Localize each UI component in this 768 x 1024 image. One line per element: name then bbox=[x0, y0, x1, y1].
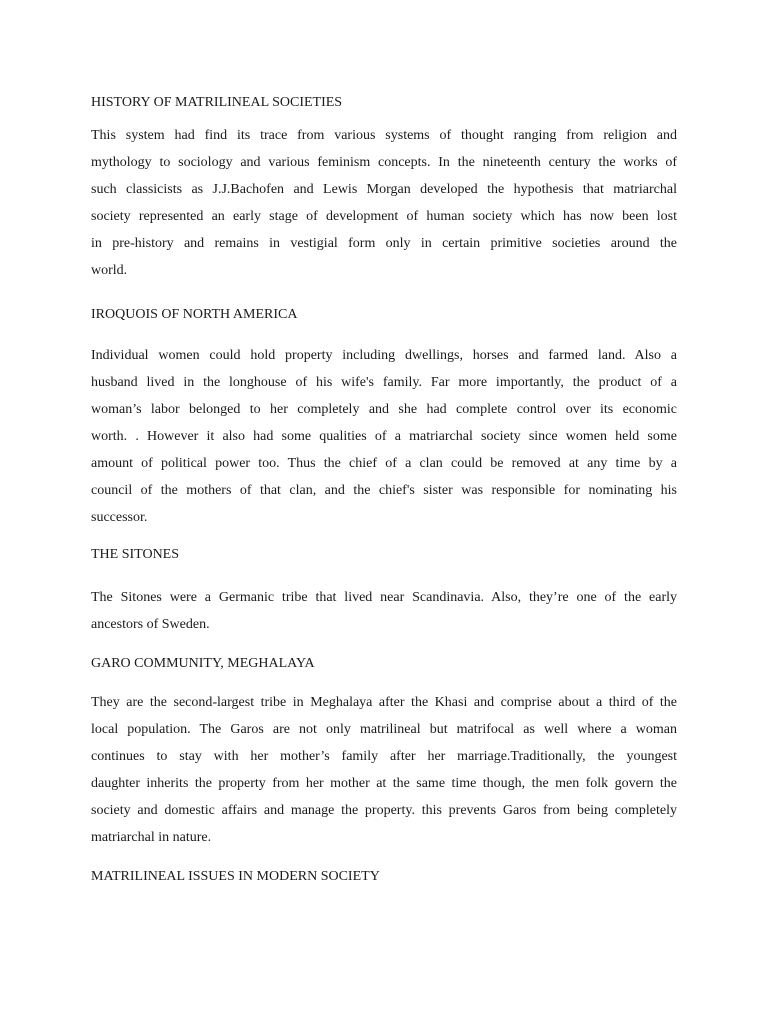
paragraph-sitones bbox=[91, 584, 677, 638]
text-line: The Sitones were a Germanic tribe that lived near Scandinavia. Also, they’re one of the early bbox=[91, 590, 677, 605]
heading-sitones: THE SITONES bbox=[91, 547, 180, 562]
heading-modern-issues: MATRILINEAL ISSUES IN MODERN SOCIETY bbox=[91, 869, 380, 884]
text-line: ancestors of Sweden. bbox=[91, 617, 210, 632]
text-line: local population. The Garos are not only matrilineal but matrifocal as well where a woman bbox=[91, 722, 677, 737]
text-line: continues to stay with her mother’s family after her marriage.Traditionally, the youngest bbox=[91, 749, 677, 764]
heading-iroquois: IROQUOIS OF NORTH AMERICA bbox=[91, 307, 298, 322]
text-line: daughter inherits the property from her mother at the same time though, the men folk govern the bbox=[91, 776, 677, 791]
text-line: world. bbox=[91, 263, 128, 278]
text-line: in pre-history and remains in vestigial form only in certain primitive societies around the bbox=[91, 236, 677, 251]
text-line: society and domestic affairs and manage the property. this prevents Garos from being completely bbox=[91, 803, 677, 818]
text-line: worth. . However it also had some qualities of a matriarchal society since women held some bbox=[91, 429, 677, 444]
paragraph-garo bbox=[91, 689, 677, 851]
text-line: matriarchal in nature. bbox=[91, 830, 212, 845]
text-line: successor. bbox=[91, 510, 148, 525]
heading-history: HISTORY OF MATRILINEAL SOCIETIES bbox=[91, 95, 343, 110]
text-line: amount of political power too. Thus the chief of a clan could be removed at any time by a bbox=[91, 456, 677, 471]
text-line: husband lived in the longhouse of his wife's family. Far more importantly, the product of a bbox=[91, 375, 677, 390]
paragraph-iroquois bbox=[91, 342, 677, 531]
text-line: woman’s labor belonged to her completely and she had complete control over its economic bbox=[91, 402, 677, 417]
text-line: such classicists as J.J.Bachofen and Lewis Morgan developed the hypothesis that matriarchal bbox=[91, 182, 677, 197]
text-line: mythology to sociology and various feminism concepts. In the nineteenth century the works of bbox=[91, 155, 677, 170]
text-line: They are the second-largest tribe in Meghalaya after the Khasi and comprise about a third of the bbox=[91, 695, 677, 710]
text-line: Individual women could hold property including dwellings, horses and farmed land. Also a bbox=[91, 348, 677, 363]
heading-garo: GARO COMMUNITY, MEGHALAYA bbox=[91, 656, 315, 671]
paragraph-history bbox=[91, 122, 677, 284]
text-line: This system had find its trace from various systems of thought ranging from religion and bbox=[91, 128, 677, 143]
text-line: society represented an early stage of development of human society which has now been lost bbox=[91, 209, 677, 224]
text-line: council of the mothers of that clan, and the chief's sister was responsible for nominating his bbox=[91, 483, 677, 498]
